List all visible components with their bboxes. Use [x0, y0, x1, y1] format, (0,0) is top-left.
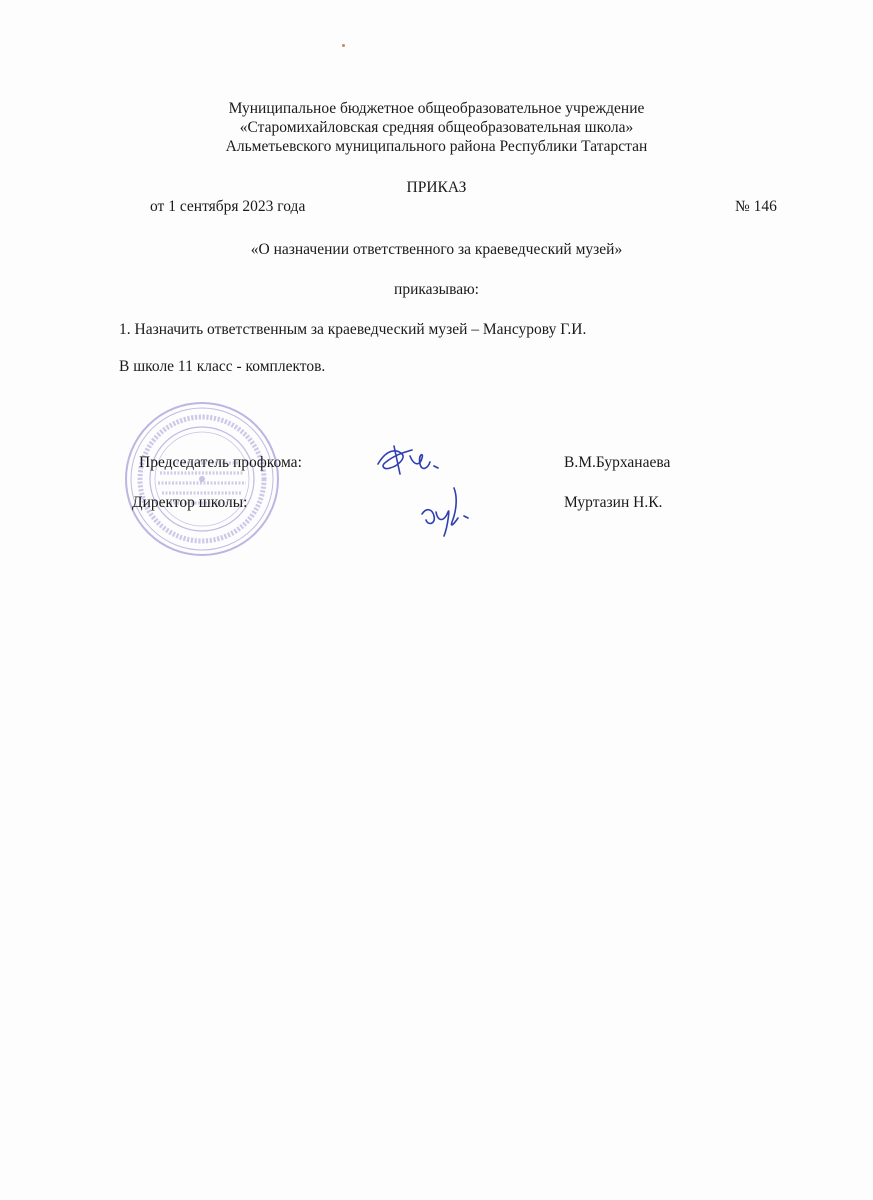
order-decree: приказываю: [394, 281, 479, 298]
header-line-district: Альметьевского муниципального района Республики Татарстан [225, 138, 648, 155]
order-title: ПРИКАЗ [406, 179, 467, 196]
order-subject: «О назначении ответственного за краеведческий музей» [250, 241, 623, 258]
handwritten-signature-director [414, 478, 484, 544]
round-seal-stamp [124, 401, 280, 557]
signature-role-union-chair: Председатель профкома: [139, 454, 302, 471]
order-number: № 146 [735, 198, 777, 215]
signature-role-director: Директор школы: [132, 494, 248, 511]
signature-name-director: Муртазин Н.К. [564, 494, 663, 511]
paper-speck [342, 44, 345, 47]
handwritten-signature-union-chair [372, 440, 452, 480]
order-item-1: 1. Назначить ответственным за краеведческий музей – Мансурову Г.И. [119, 321, 587, 338]
order-date: от 1 сентября 2023 года [150, 198, 306, 215]
header-line-institution: Муниципальное бюджетное общеобразовательное учреждение [228, 100, 645, 117]
header-line-school-name: «Старомихайловская средняя общеобразовательная школа» [239, 119, 634, 136]
signature-name-union-chair: В.М.Бурханаева [564, 454, 671, 471]
order-note: В школе 11 класс - комплектов. [119, 358, 326, 375]
